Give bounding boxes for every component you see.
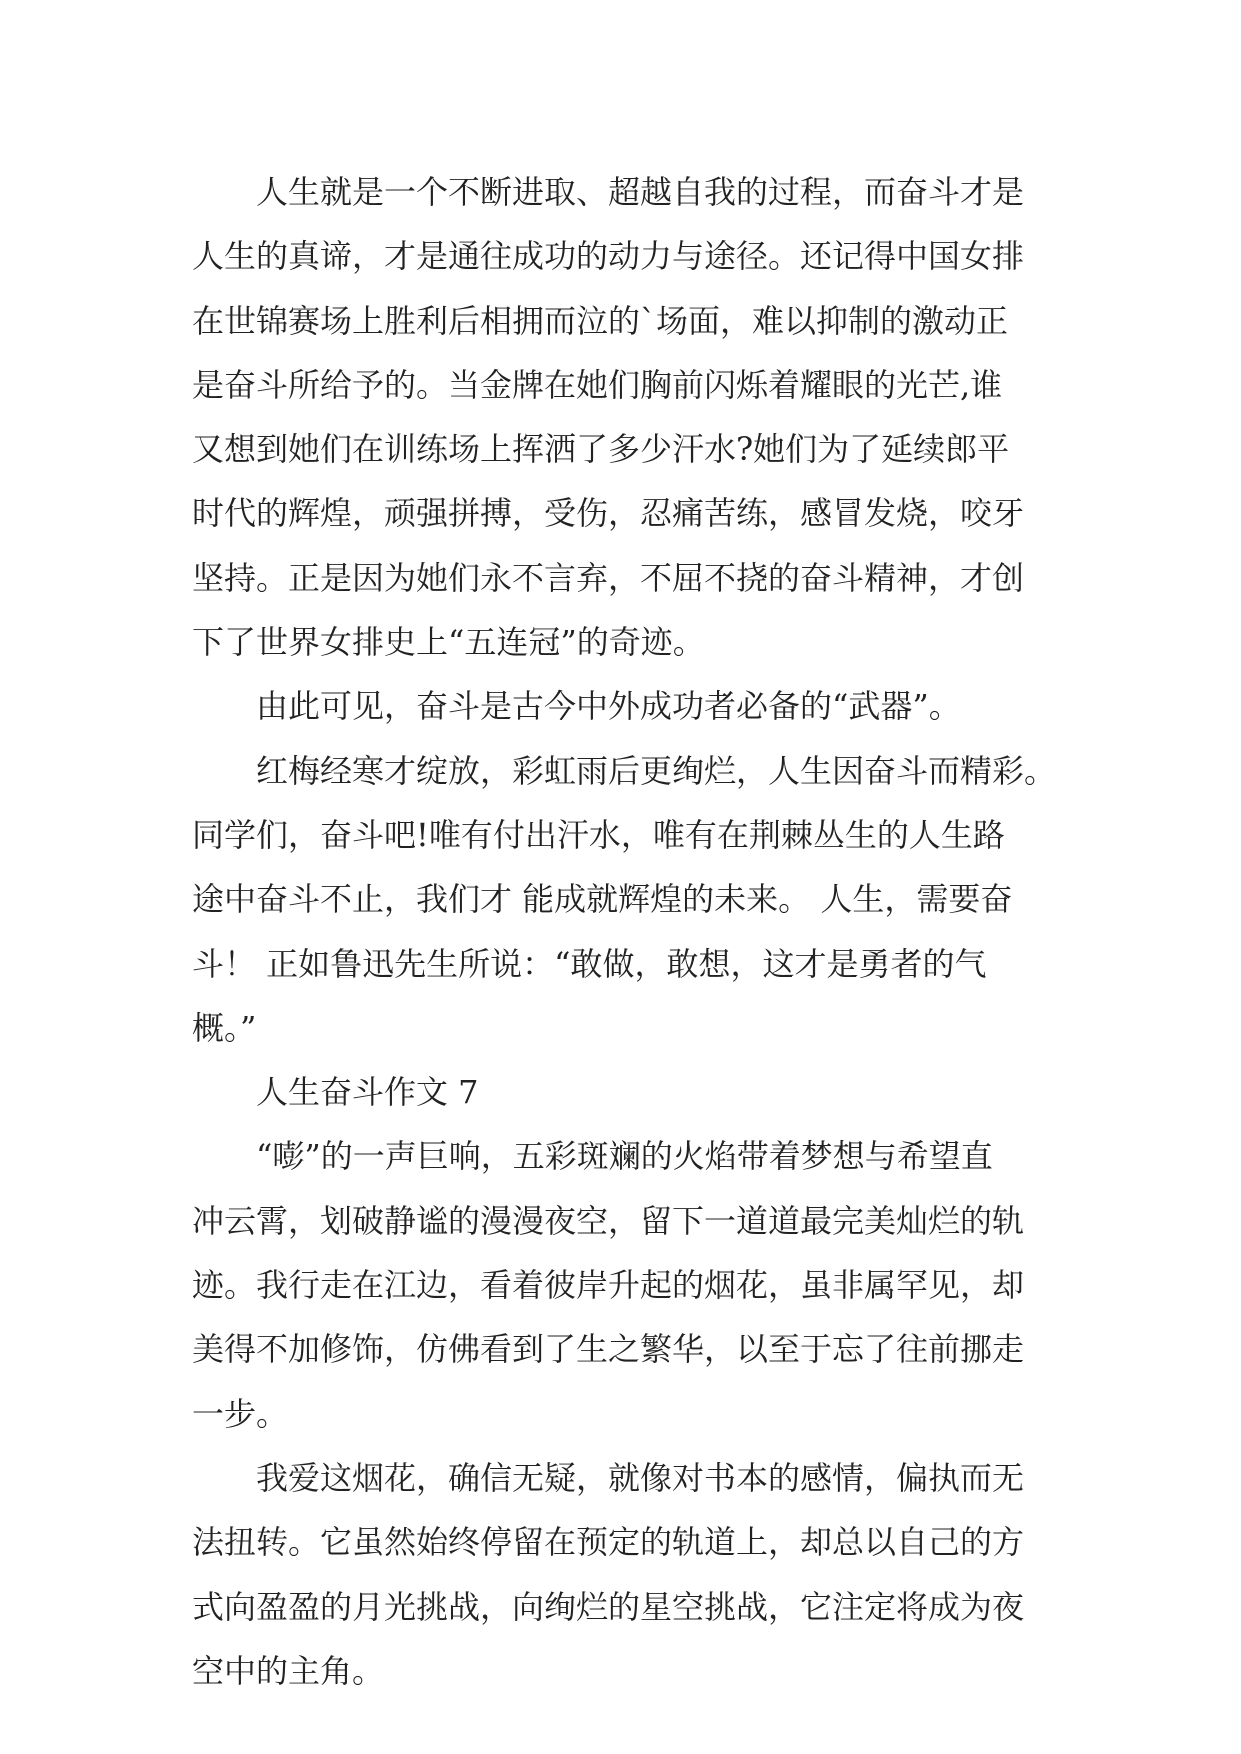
section-heading: 人生奋斗作文 7 [192, 1073, 479, 1112]
text-line: 途中奋斗不止，我们才 能成就辉煌的未来。 人生，需要奋 [192, 880, 1013, 919]
text-line: 由此可见，奋斗是古今中外成功者必备的“武器”。 [192, 687, 961, 726]
text-line: 我爱这烟花，确信无疑，就像对书本的感情，偏执而无 [192, 1458, 1025, 1497]
text-line: 红梅经寒才绽放，彩虹雨后更绚烂，人生因奋斗而精彩。 [192, 751, 1057, 790]
text-line: 法扭转。它虽然始终停留在预定的轨道上，却总以自己的方 [192, 1523, 1025, 1562]
text-line: 一步。 [192, 1394, 289, 1433]
text-line: 又想到她们在训练场上挥洒了多少汗水?她们为了延续郎平 [192, 430, 1010, 469]
text-line: 美得不加修饰，仿佛看到了生之繁华，以至于忘了往前挪走 [192, 1330, 1025, 1369]
text-line: 迹。我行走在江边，看着彼岸升起的烟花，虽非属罕见，却 [192, 1266, 1025, 1305]
text-line: 同学们，奋斗吧!唯有付出汗水，唯有在荆棘丛生的人生路 [192, 815, 1005, 854]
text-line: 概。” [192, 1008, 257, 1047]
text-line: 时代的辉煌，顽强拼搏，受伤，忍痛苦练，感冒发烧，咬牙 [192, 494, 1025, 533]
text-line: 坚持。正是因为她们永不言弃，不屈不挠的奋斗精神，才创 [192, 558, 1025, 597]
text-line: 人生的真谛，才是通往成功的动力与途径。还记得中国女排 [192, 237, 1025, 276]
text-line: “嘭”的一声巨响，五彩斑斓的火焰带着梦想与希望直 [192, 1137, 993, 1176]
text-line: 人生就是一个不断进取、超越自我的过程，而奋斗才是 [192, 173, 1025, 211]
text-line: 斗！ 正如鲁迅先生所说：“敢做，敢想，这才是勇者的气 [192, 944, 987, 983]
text-line: 是奋斗所给予的。当金牌在她们胸前闪烁着耀眼的光芒,谁 [192, 365, 1003, 404]
text-line: 下了世界女排史上“五连冠”的奇迹。 [192, 623, 705, 662]
text-line: 式向盈盈的月光挑战，向绚烂的星空挑战，它注定将成为夜 [192, 1587, 1025, 1626]
text-line: 冲云霄，划破静谧的漫漫夜空，留下一道道最完美灿烂的轨 [192, 1201, 1025, 1240]
text-line: 空中的主角。 [192, 1651, 385, 1690]
text-line: 在世锦赛场上胜利后相拥而泣的`场面，难以抑制的激动正 [192, 301, 1009, 340]
body-text [192, 160, 1062, 1703]
